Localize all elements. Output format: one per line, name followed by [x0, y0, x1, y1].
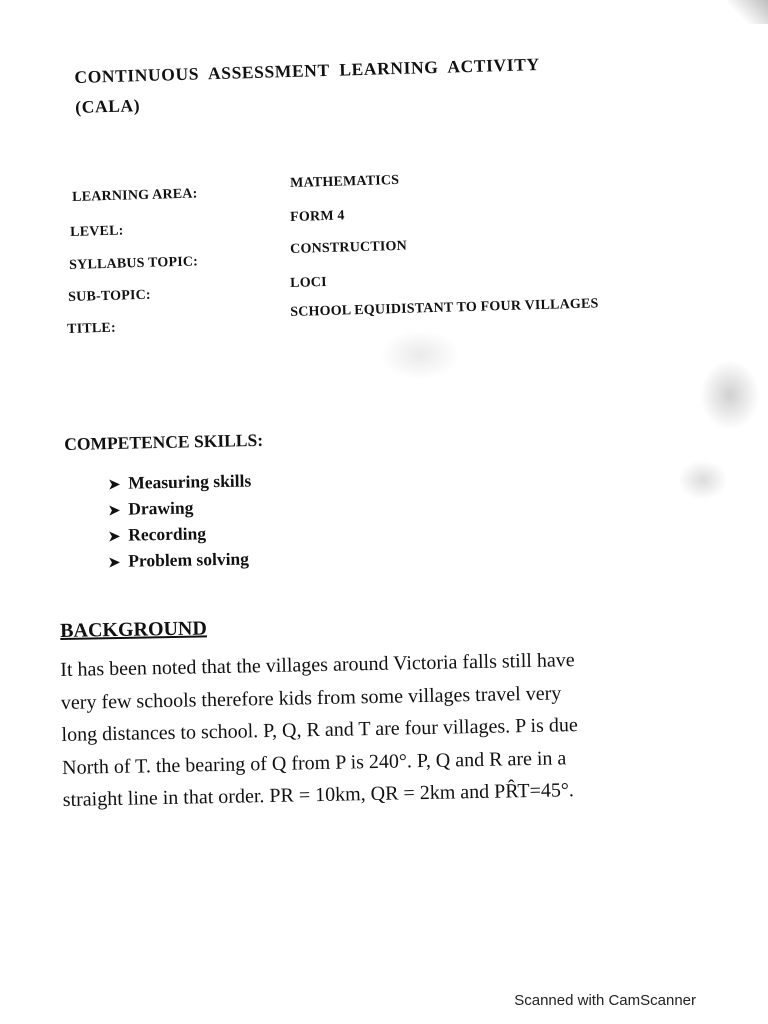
title-label: TITLE: [67, 320, 117, 337]
arrow-bullet-icon: ➤ [108, 529, 121, 545]
sub-topic-label: SUB-TOPIC: [68, 287, 152, 305]
learning-area-value: MATHEMATICS [290, 172, 400, 191]
scanner-watermark: Scanned with CamScanner [514, 992, 696, 1009]
competence-skills-list [108, 470, 251, 574]
scan-smudge [380, 330, 460, 380]
skill-label: Drawing [128, 497, 194, 519]
syllabus-topic-value: CONSTRUCTION [290, 238, 408, 257]
arrow-bullet-icon: ➤ [108, 477, 121, 493]
paragraph-line: It has been noted that the villages around Victoria falls still have [60, 649, 575, 681]
competence-skills-title: COMPETENCE SKILLS: [64, 429, 264, 454]
list-item [108, 494, 251, 522]
scan-shadow [728, 0, 768, 24]
syllabus-topic-label: SYLLABUS TOPIC: [69, 254, 199, 273]
skill-label: Problem solving [128, 548, 250, 571]
arrow-bullet-icon: ➤ [108, 555, 121, 571]
paragraph-line: North of T. the bearing of Q from P is 240°. P, Q and R are in a [61, 746, 567, 779]
sub-topic-value: LOCI [290, 274, 327, 291]
document-heading [74, 49, 541, 122]
paragraph-line: very few schools therefore kids from some villages travel very [60, 681, 562, 714]
scan-smudge [678, 460, 728, 500]
title-value: SCHOOL EQUIDISTANT TO FOUR VILLAGES [290, 296, 599, 320]
scan-smudge [700, 360, 760, 430]
heading-line-2: (CALA) [74, 95, 141, 117]
skill-label: Measuring skills [128, 470, 252, 493]
learning-area-label: LEARNING AREA: [72, 186, 198, 205]
list-item [108, 468, 251, 496]
background-paragraph [60, 642, 703, 817]
arrow-bullet-icon: ➤ [108, 503, 121, 519]
level-value: FORM 4 [290, 208, 345, 225]
skill-label: Recording [128, 523, 207, 545]
paragraph-line: long distances to school. P, Q, R and T are four villages. P is due [61, 714, 578, 746]
heading-line-1: CONTINUOUS ASSESSMENT LEARNING ACTIVITY [74, 54, 540, 87]
list-item [108, 546, 251, 574]
background-title: BACKGROUND [60, 617, 208, 642]
list-item [108, 520, 251, 548]
level-label: LEVEL: [70, 223, 124, 240]
paragraph-line: straight line in that order. PR = 10km, QR = 2km and PR̂T=45°. [62, 779, 575, 811]
